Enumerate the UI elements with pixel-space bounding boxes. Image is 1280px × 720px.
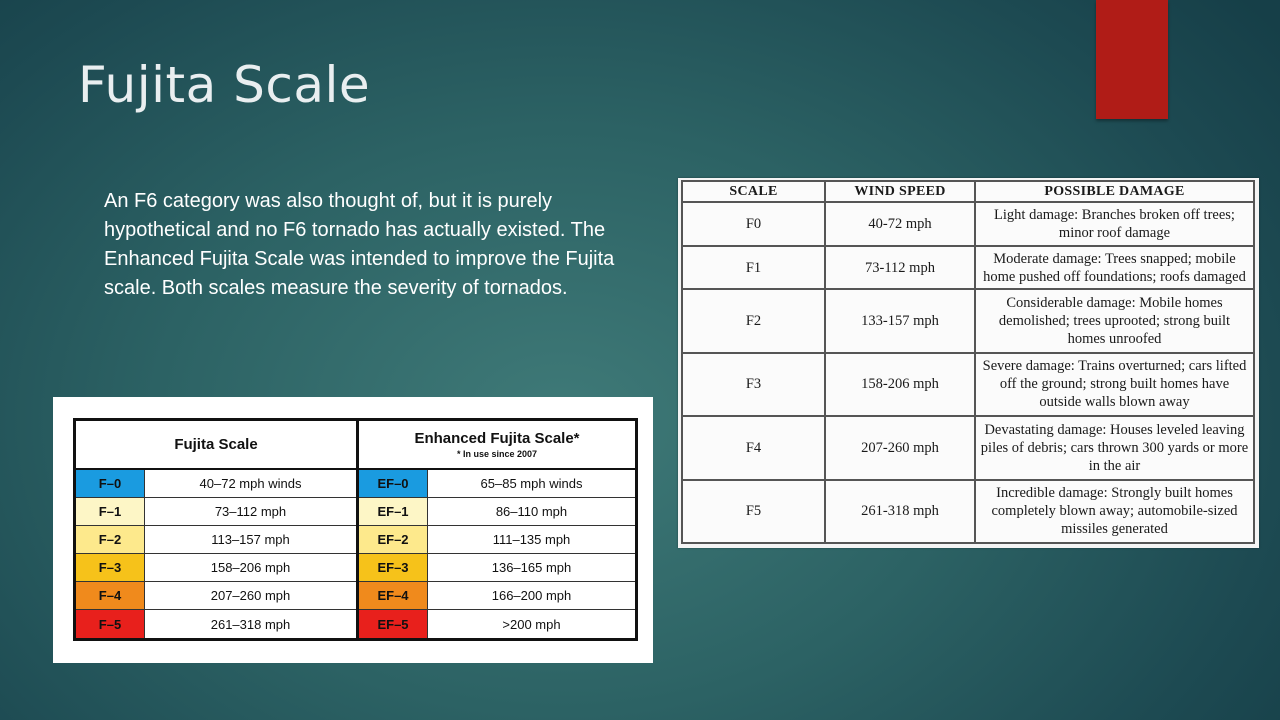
- fujita-header-label: Fujita Scale: [174, 436, 258, 453]
- enhanced-fujita-wind-speed-cell: 65–85 mph winds: [480, 476, 583, 491]
- damage-table-image: [678, 178, 1259, 548]
- enhanced-fujita-row: [359, 526, 635, 554]
- fujita-row: [76, 582, 356, 610]
- fujita-comparison-image: [53, 397, 653, 663]
- damage-cell: Considerable damage: Mobile homes demolished; trees uprooted; strong built homes unroofed: [975, 289, 1254, 352]
- fujita-category-cell: F–4: [76, 582, 145, 609]
- header-possible-damage: POSSIBLE DAMAGE: [975, 181, 1254, 202]
- damage-table-row: [682, 202, 1254, 246]
- fujita-row: [76, 526, 356, 554]
- wind-speed-cell: 40-72 mph: [825, 202, 975, 246]
- enhanced-fujita-wind-speed-cell: >200 mph: [502, 616, 561, 632]
- enhanced-fujita-row: [359, 610, 635, 638]
- damage-cell: Light damage: Branches broken off trees; minor roof damage: [975, 202, 1254, 246]
- enhanced-fujita-wind-speed-cell: 86–110 mph: [495, 504, 568, 519]
- enhanced-fujita-header: [359, 421, 635, 470]
- enhanced-fujita-wind-speed-cell: 111–135 mph: [492, 532, 571, 547]
- fujita-wind-speed-cell: 207–260 mph: [210, 588, 291, 603]
- scale-cell: F3: [682, 353, 825, 416]
- scale-cell: F4: [682, 416, 825, 479]
- fujita-category-cell: F–5: [76, 610, 145, 638]
- fujita-wind-speed-cell: 158–206 mph: [210, 560, 291, 575]
- enhanced-fujita-subheader: * In use since 2007: [456, 449, 538, 459]
- fujita-category-cell: F–3: [76, 554, 145, 581]
- fujita-comparison-table: [73, 418, 638, 641]
- damage-table-row: [682, 353, 1254, 416]
- fujita-wind-speed-cell: 40–72 mph winds: [199, 476, 302, 491]
- enhanced-fujita-header-label: Enhanced Fujita Scale*: [414, 430, 580, 447]
- enhanced-fujita-column: [356, 421, 635, 638]
- enhanced-fujita-category-cell: EF–3: [359, 554, 428, 581]
- fujita-category-cell: F–0: [76, 470, 145, 497]
- enhanced-fujita-category-cell: EF–4: [359, 582, 428, 609]
- damage-cell: Severe damage: Trains overturned; cars lifted off the ground; strong built homes have outside walls blown away: [975, 353, 1254, 416]
- damage-cell: Moderate damage: Trees snapped; mobile home pushed off foundations; roofs damaged: [975, 246, 1254, 290]
- fujita-wind-speed-cell: 113–157 mph: [211, 532, 290, 547]
- enhanced-fujita-row: [359, 498, 635, 526]
- fujita-row: [76, 498, 356, 526]
- fujita-category-cell: F–1: [76, 498, 145, 525]
- damage-cell: Devastating damage: Houses leveled leaving piles of debris; cars thrown 300 yards or more in the air: [975, 416, 1254, 479]
- enhanced-fujita-category-cell: EF–0: [359, 470, 428, 497]
- fujita-category-cell: F–2: [76, 526, 145, 553]
- damage-table-row: [682, 416, 1254, 479]
- damage-table-header-row: [682, 181, 1254, 202]
- enhanced-fujita-row: [359, 470, 635, 498]
- fujita-wind-speed-cell: 261–318 mph: [210, 616, 291, 632]
- scale-cell: F5: [682, 480, 825, 543]
- scale-cell: F0: [682, 202, 825, 246]
- damage-table-row: [682, 480, 1254, 543]
- wind-speed-cell: 158-206 mph: [825, 353, 975, 416]
- body-text: An F6 category was also thought of, but it is purely hypothetical and no F6 tornado has actually existed. The Enhanced Fujita Scale was intended to improve the Fujita scale. Both scales measure the severity of tornados.: [104, 190, 615, 299]
- wind-speed-cell: 261-318 mph: [825, 480, 975, 543]
- enhanced-fujita-category-cell: EF–2: [359, 526, 428, 553]
- header-wind-speed: WIND SPEED: [825, 181, 975, 202]
- enhanced-fujita-category-cell: EF–1: [359, 498, 428, 525]
- header-scale: SCALE: [682, 181, 825, 202]
- fujita-row: [76, 610, 356, 638]
- fujita-wind-speed-cell: 73–112 mph: [214, 504, 287, 519]
- scale-cell: F1: [682, 246, 825, 290]
- enhanced-fujita-category-cell: EF–5: [359, 610, 428, 638]
- enhanced-fujita-row: [359, 554, 635, 582]
- accent-tab: [1096, 0, 1168, 119]
- damage-table-row: [682, 246, 1254, 290]
- fujita-column: [76, 421, 356, 638]
- enhanced-fujita-wind-speed-cell: 166–200 mph: [491, 588, 572, 603]
- damage-cell: Incredible damage: Strongly built homes completely blown away; automobile-sized missiles generated: [975, 480, 1254, 543]
- enhanced-fujita-row: [359, 582, 635, 610]
- damage-table: [681, 180, 1255, 544]
- wind-speed-cell: 73-112 mph: [825, 246, 975, 290]
- enhanced-fujita-wind-speed-cell: 136–165 mph: [491, 560, 572, 575]
- slide-title: Fujita Scale: [78, 56, 371, 114]
- fujita-header: [76, 421, 356, 470]
- wind-speed-cell: 207-260 mph: [825, 416, 975, 479]
- scale-cell: F2: [682, 289, 825, 352]
- wind-speed-cell: 133-157 mph: [825, 289, 975, 352]
- fujita-row: [76, 554, 356, 582]
- damage-table-row: [682, 289, 1254, 352]
- fujita-row: [76, 470, 356, 498]
